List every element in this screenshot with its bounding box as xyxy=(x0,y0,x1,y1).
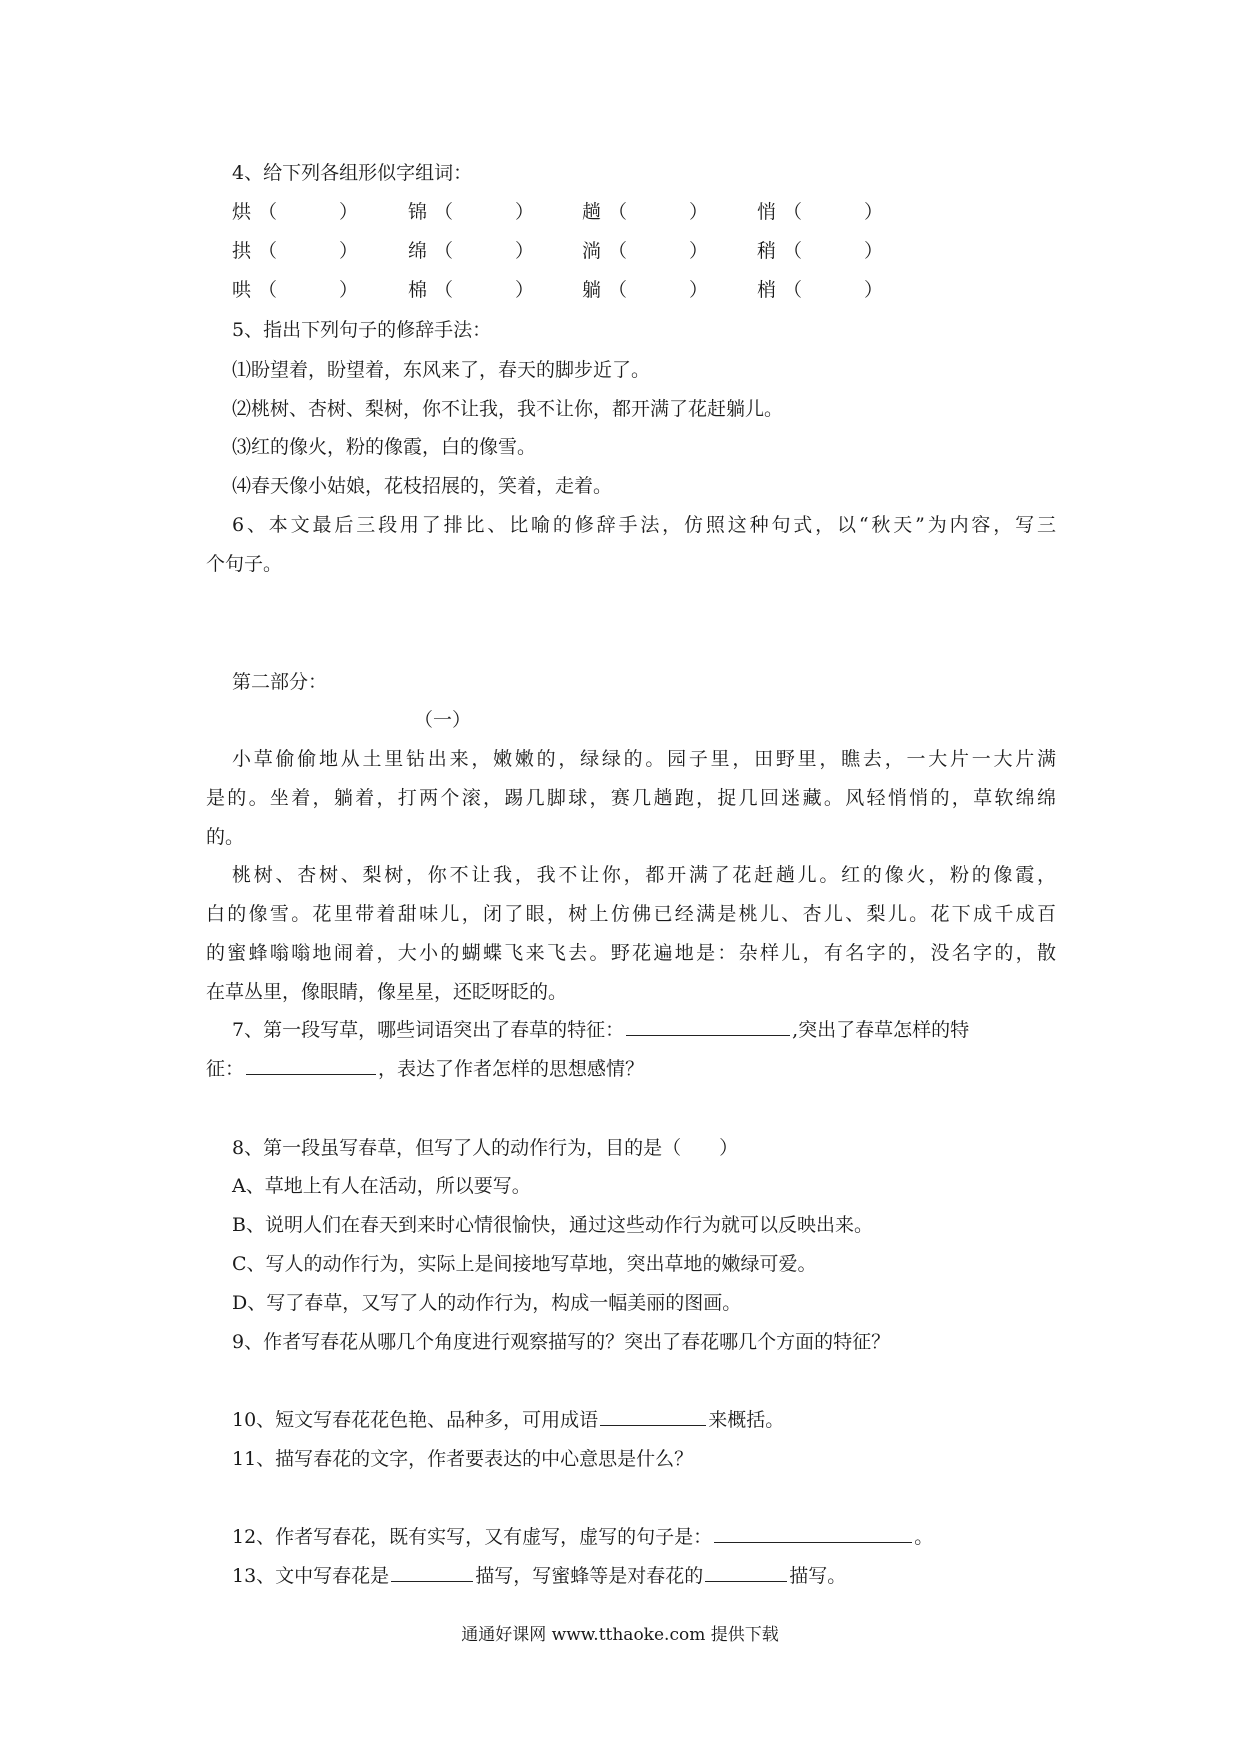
q4-character: 淌 xyxy=(582,240,602,262)
q4-paren-close: ） xyxy=(515,240,535,262)
q8-title: 8、第一段虽写春草，但写了人的动作行为，目的是（ ） xyxy=(232,1137,739,1159)
q6-line: 6、本文最后三段用了排比、比喻的修辞手法，仿照这种句式，以“秋天”为内容，写三 xyxy=(232,514,1056,536)
q7-text: 7、第一段写草，哪些词语突出了春草的特征： xyxy=(232,1019,625,1041)
q5-item: ⑶红的像火，粉的像霞，白的像雪。 xyxy=(232,436,537,458)
q4-character: 哄 xyxy=(232,279,252,301)
q12-answer-blank[interactable] xyxy=(714,1524,912,1543)
part2-heading: 第二部分： xyxy=(232,671,328,693)
q7-text: ,突出了春草怎样的特 xyxy=(792,1019,970,1041)
passage-line: 是的。坐着，躺着，打两个滚，踢几脚球，赛几趟跑，捉几回迷藏。风轻悄悄的，草软绵绵 xyxy=(206,787,1056,809)
q6-line: 个句子。 xyxy=(206,553,283,575)
q4-paren-open: （ xyxy=(434,201,454,223)
q4-paren-open: （ xyxy=(783,240,803,262)
q8-option: D、写了春草，又写了人的动作行为，构成一幅美丽的图画。 xyxy=(232,1292,742,1314)
q4-word-item xyxy=(232,199,358,225)
q5-item: ⑷春天像小姑娘，花枝招展的，笑着，走着。 xyxy=(232,475,613,497)
q4-paren-open: （ xyxy=(258,279,278,301)
q4-character: 趟 xyxy=(582,201,602,223)
q4-word-item xyxy=(582,238,708,264)
q4-word-item xyxy=(582,199,708,225)
q4-character: 悄 xyxy=(757,201,777,223)
q13-text: 描写，写蜜蜂等是对春花的 xyxy=(475,1565,704,1587)
passage-line: 的蜜蜂嗡嗡地闹着，大小的蝴蝶飞来飞去。野花遍地是：杂样儿，有名字的，没名字的，散 xyxy=(206,942,1056,964)
q4-word-item xyxy=(582,277,708,303)
q10-text: 10、短文写春花花色艳、品种多，可用成语 xyxy=(232,1409,599,1431)
q4-paren-open: （ xyxy=(434,240,454,262)
q7-line1 xyxy=(232,1017,969,1043)
q4-character: 棉 xyxy=(408,279,428,301)
q4-paren-close: ） xyxy=(864,201,884,223)
q4-paren-open: （ xyxy=(608,240,628,262)
q4-paren-close: ） xyxy=(689,201,709,223)
q4-paren-close: ） xyxy=(864,240,884,262)
q4-word-item xyxy=(408,199,534,225)
q4-word-item xyxy=(757,238,883,264)
q7-answer-blank-2[interactable] xyxy=(246,1056,376,1075)
q4-paren-open: （ xyxy=(783,279,803,301)
q7-text: ，表达了作者怎样的思想感情？ xyxy=(378,1058,645,1080)
q4-character: 绵 xyxy=(408,240,428,262)
q4-word-item xyxy=(408,277,534,303)
q4-paren-close: ） xyxy=(689,279,709,301)
q10-answer-blank[interactable] xyxy=(600,1407,706,1426)
q4-paren-close: ） xyxy=(689,240,709,262)
q8-option: A、草地上有人在活动，所以要写。 xyxy=(232,1175,531,1197)
page-footer: 通通好课网 www.tthaoke.com 提供下载 xyxy=(461,1625,779,1645)
q10-line xyxy=(232,1407,784,1433)
part2-subheading: （一） xyxy=(414,709,472,731)
q13-answer-blank-2[interactable] xyxy=(705,1563,787,1582)
passage-line: 小草偷偷地从土里钻出来，嫩嫩的，绿绿的。园子里，田野里，瞧去，一大片一大片满 xyxy=(232,748,1056,770)
q4-character: 稍 xyxy=(757,240,777,262)
q5-item: ⑴盼望着，盼望着，东风来了，春天的脚步近了。 xyxy=(232,359,651,381)
q12-text: 12、作者写春花，既有实写，又有虚写，虚写的句子是： xyxy=(232,1526,713,1548)
q4-character: 拱 xyxy=(232,240,252,262)
q4-paren-open: （ xyxy=(258,201,278,223)
passage-line: 白的像雪。花里带着甜味儿，闭了眼，树上仿佛已经满是桃儿、杏儿、梨儿。花下成千成百 xyxy=(206,903,1056,925)
q4-paren-open: （ xyxy=(783,201,803,223)
q4-word-item xyxy=(757,277,883,303)
q4-paren-open: （ xyxy=(608,279,628,301)
q4-character: 烘 xyxy=(232,201,252,223)
q4-paren-close: ） xyxy=(339,201,359,223)
q13-line xyxy=(232,1563,846,1589)
q4-word-item xyxy=(757,199,883,225)
q4-character: 躺 xyxy=(582,279,602,301)
q4-paren-close: ） xyxy=(339,240,359,262)
passage-line: 的。 xyxy=(206,826,245,848)
q4-paren-open: （ xyxy=(434,279,454,301)
q4-paren-close: ） xyxy=(339,279,359,301)
passage-line: 在草丛里，像眼睛，像星星，还眨呀眨的。 xyxy=(206,981,568,1003)
q8-option: C、写人的动作行为，实际上是间接地写草地，突出草地的嫩绿可爱。 xyxy=(232,1253,817,1275)
q12-line xyxy=(232,1524,933,1550)
q4-paren-close: ） xyxy=(864,279,884,301)
q4-paren-close: ） xyxy=(515,201,535,223)
q4-character: 梢 xyxy=(757,279,777,301)
q4-character: 锦 xyxy=(408,201,428,223)
passage-line: 桃树、杏树、梨树，你不让我，我不让你，都开满了花赶趟儿。红的像火，粉的像霞， xyxy=(232,864,1056,886)
q8-option: B、说明人们在春天到来时心情很愉快，通过这些动作行为就可以反映出来。 xyxy=(232,1214,873,1236)
q11-text: 11、描写春花的文字，作者要表达的中心意思是什么？ xyxy=(232,1448,694,1470)
q5-title: 5、指出下列句子的修辞手法： xyxy=(232,319,492,341)
q13-answer-blank-1[interactable] xyxy=(391,1563,473,1582)
q9-text: 9、作者写春花从哪几个角度进行观察描写的？突出了春花哪几个方面的特征？ xyxy=(232,1331,891,1353)
q4-paren-open: （ xyxy=(258,240,278,262)
q4-paren-close: ） xyxy=(515,279,535,301)
q7-answer-blank-1[interactable] xyxy=(626,1017,790,1036)
q4-word-item xyxy=(232,238,358,264)
q13-text: 13、文中写春花是 xyxy=(232,1565,390,1587)
q13-text: 描写。 xyxy=(789,1565,847,1587)
q7-line2 xyxy=(206,1056,644,1082)
q5-item: ⑵桃树、杏树、梨树，你不让我，我不让你，都开满了花赶躺儿。 xyxy=(232,398,784,420)
q4-title: 4、给下列各组形似字组词： xyxy=(232,162,473,184)
q4-paren-open: （ xyxy=(608,201,628,223)
q4-word-item xyxy=(232,277,358,303)
q7-text: 征： xyxy=(206,1058,245,1080)
q12-text: 。 xyxy=(914,1526,934,1548)
q10-text: 来概括。 xyxy=(708,1409,785,1431)
q4-word-item xyxy=(408,238,534,264)
